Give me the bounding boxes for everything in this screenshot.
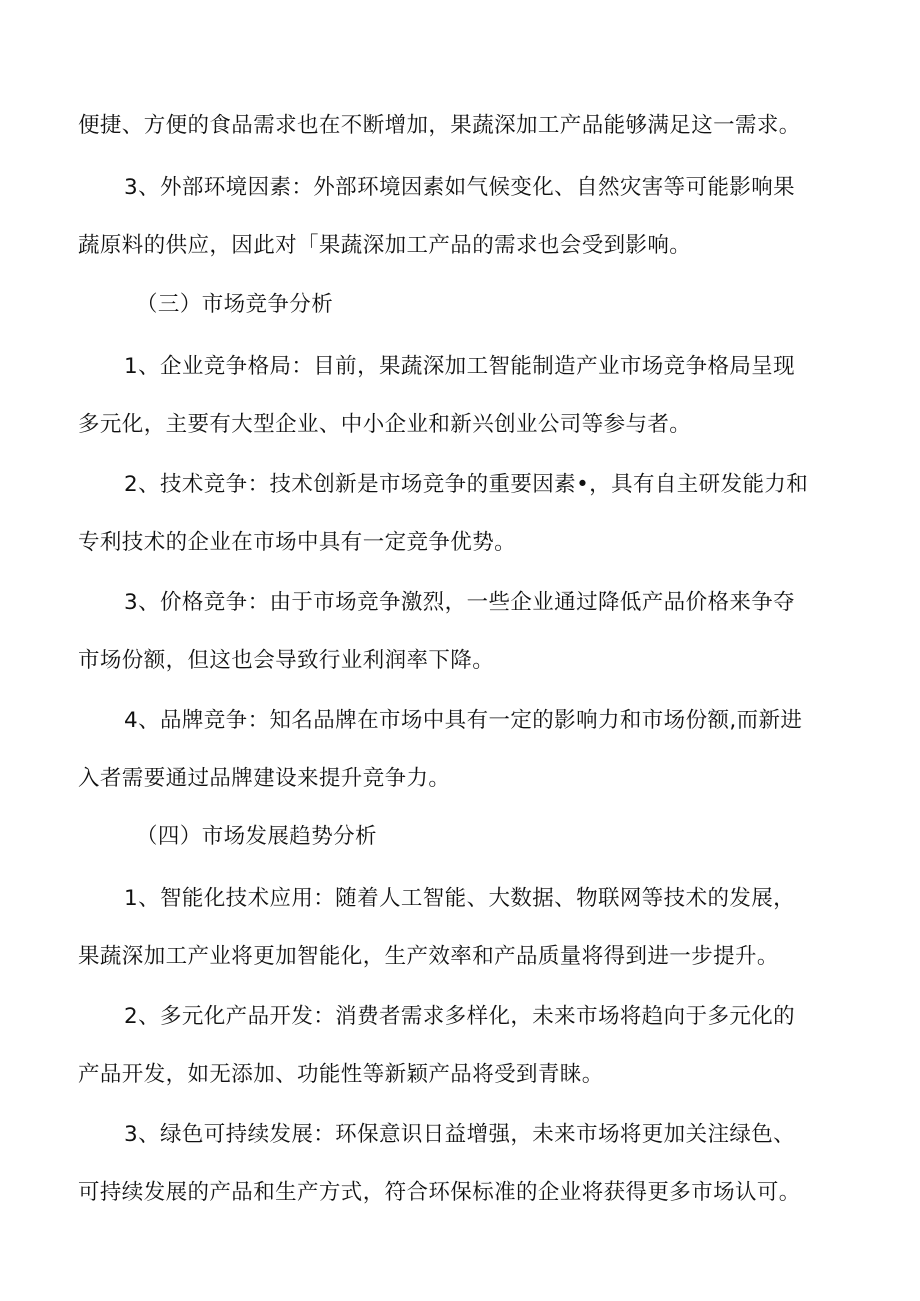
paragraph-line: 3、外部环境因素：外部环境因素如气候变化、自然灾害等可能影响果 bbox=[124, 175, 796, 200]
paragraph-line: 多元化，主要有大型企业、中小企业和新兴创业公司等参与者。 bbox=[78, 412, 692, 437]
paragraph-line: 便捷、方便的食品需求也在不断增加，果蔬深加工产品能够满足这一需求。 bbox=[78, 113, 801, 138]
paragraph-line: 2、多元化产品开发：消费者需求多样化，未来市场将趋向于多元化的 bbox=[124, 1004, 796, 1029]
section-heading: （四）市场发展趋势分析 bbox=[136, 824, 377, 849]
paragraph-line: 4、品牌竞争：知名品牌在市场中具有一定的影响力和市场份额,而新进 bbox=[124, 708, 803, 733]
paragraph-line: 可持续发展的产品和生产方式，符合环保标准的企业将获得更多市场认可。 bbox=[78, 1180, 801, 1205]
paragraph-line: 果蔬深加工产业将更加智能化，生产效率和产品质量将得到进一步提升。 bbox=[78, 944, 779, 969]
paragraph-line: 1、企业竞争格局：目前，果蔬深加工智能制造产业市场竞争格局呈现 bbox=[124, 354, 796, 379]
paragraph-line: 产品开发，如无添加、功能性等新颖产品将受到青睐。 bbox=[78, 1062, 604, 1087]
paragraph-line: 1、智能化技术应用：随着人工智能、大数据、物联网等技术的发展， bbox=[124, 886, 796, 911]
paragraph-line: 3、绿色可持续发展：环保意识日益增强，未来市场将更加关注绿色、 bbox=[124, 1122, 796, 1147]
paragraph-line: 2、技术竞争：技术创新是市场竞争的重要因素•，具有自主研发能力和 bbox=[124, 472, 809, 497]
section-heading: （三）市场竞争分析 bbox=[136, 292, 334, 317]
paragraph-line: 市场份额，但这也会导致行业利润率下降。 bbox=[78, 648, 495, 673]
paragraph-line: 专利技术的企业在市场中具有一定竞争优势。 bbox=[78, 530, 517, 555]
paragraph-line: 蔬原料的供应，因此对「果蔬深加工产品的需求也会受到影响。 bbox=[78, 233, 692, 258]
paragraph-line: 3、价格竞争：由于市场竞争激烈，一些企业通过降低产品价格来争夺 bbox=[124, 590, 796, 615]
paragraph-line: 入者需要通过品牌建设来提升竞争力。 bbox=[78, 766, 451, 791]
